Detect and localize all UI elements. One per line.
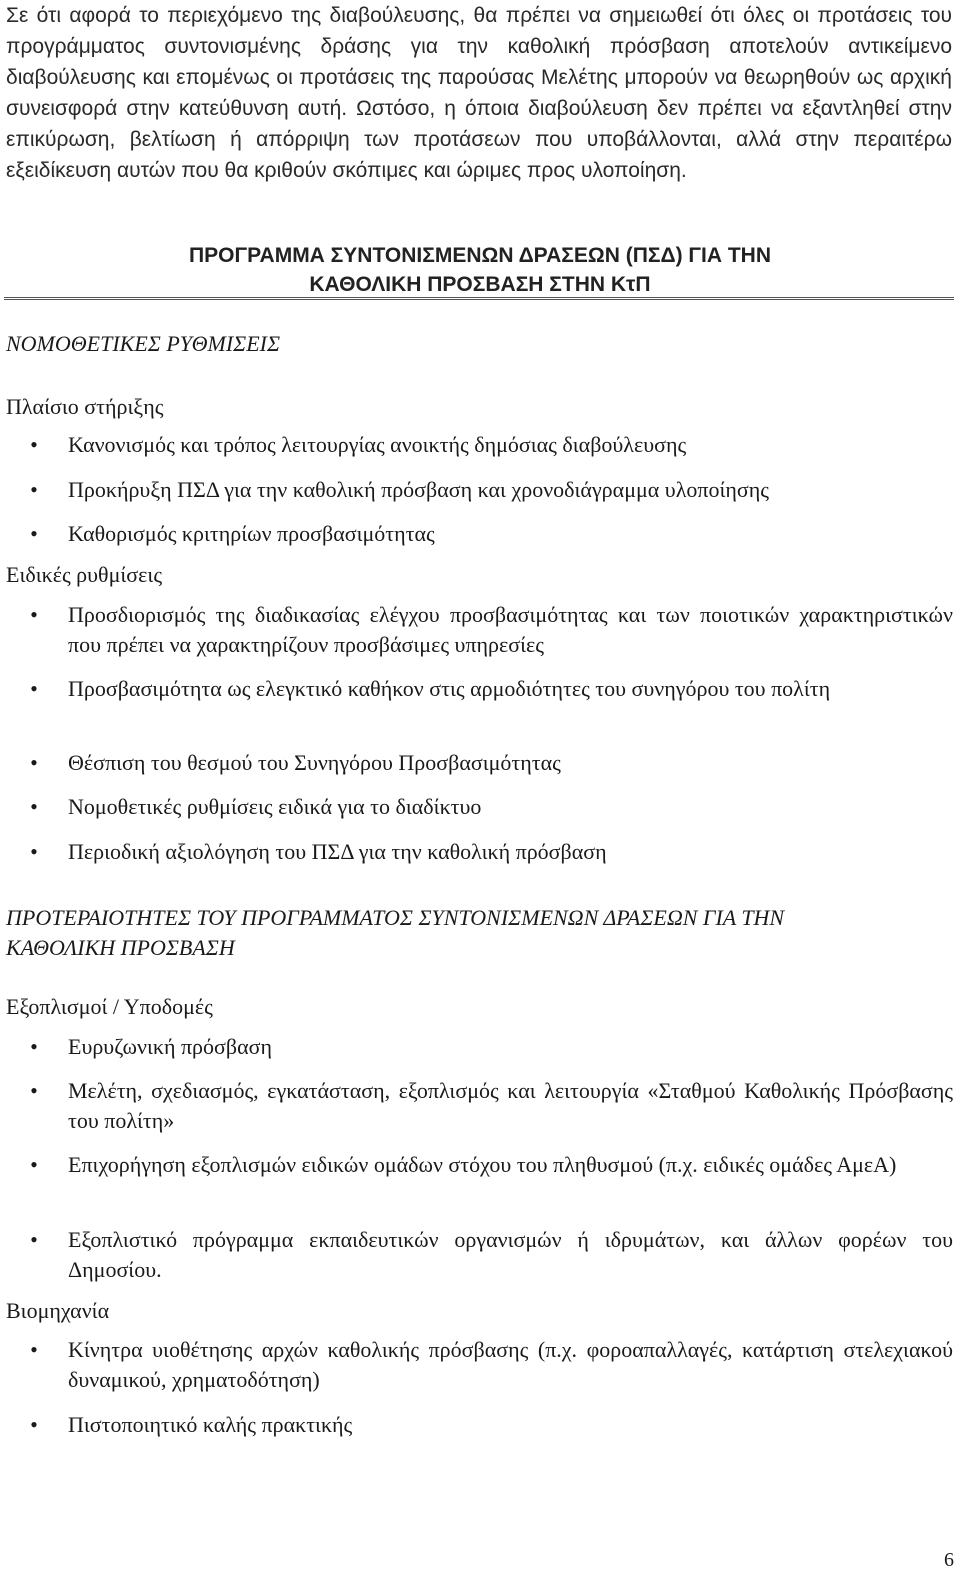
list-item: Ευρυζωνική πρόσβαση [68,1034,272,1059]
section-heading-priorities-line-1: ΠΡΟΤΕΡΑΙΟΤΗΤΕΣ ΤΟΥ ΠΡΟΓΡΑΜΜΑΤΟΣ ΣΥΝΤΟΝΙΣΜΕΝΩΝ ΔΡΑΣΕΩΝ ΓΙΑ ΤΗΝ [6,905,785,930]
list-item: Νομοθετικές ρυθμίσεις ειδικά για το διαδίκτυο [68,794,482,819]
document-title [0,241,960,299]
section-heading-legislative: ΝΟΜΟΘΕΤΙΚΕΣ ΡΥΘΜΙΣΕΙΣ [6,331,281,356]
page-number: 6 [944,1549,954,1571]
title-line-2: ΚΑΘΟΛΙΚΗ ΠΡΟΣΒΑΣΗ ΣΤΗΝ ΚτΠ [309,273,651,296]
bullet-icon: • [30,676,38,701]
bullet-icon: • [30,1152,38,1177]
title-divider [4,297,954,300]
list-item: Προσβασιμότητα ως ελεγκτικό καθήκον στις αρμοδιότητες του συνηγόρου του πολίτη [68,676,831,701]
section-heading-priorities-line-2: ΚΑΘΟΛΙΚΗ ΠΡΟΣΒΑΣΗ [6,935,235,960]
bullet-icon: • [30,1078,38,1103]
bullet-icon: • [30,1227,38,1252]
bullet-icon: • [30,1034,38,1059]
bullet-icon: • [30,750,38,775]
bullet-icon: • [30,794,38,819]
title-line-1: ΠΡΟΓΡΑΜΜΑ ΣΥΝΤΟΝΙΣΜΕΝΩΝ ΔΡΑΣΕΩΝ (ΠΣΔ) ΓΙΑ ΤΗΝ [188,244,772,267]
list-item: Περιοδική αξιολόγηση του ΠΣΔ για την καθολική πρόσβαση [68,839,607,864]
bullet-icon: • [30,839,38,864]
bullet-icon: • [30,521,38,546]
subheading-special-arrangements: Ειδικές ρυθμίσεις [6,562,163,587]
intro-paragraph: Σε ότι αφορά το περιεχόμενο της διαβούλευσης, θα πρέπει να σημειωθεί ότι όλες οι προτάσεις του προγράμματος συντονισμένης δράσης για την καθολική πρόσβαση αποτελούν αντικείμενο διαβούλευσης και επομένως οι προτάσεις της παρούσας Μελέτης μπορούν να θεωρηθούν ως αρχική συνεισφορά στην κατεύθυνση αυτή. Ωστόσο, η όποια διαβούλευση δεν πρέπει να εξαντληθεί στην επικύρωση, βελτίωση ή απόρριψη των προτάσεων που υποβάλλονται, αλλά στην περαιτέρω εξειδίκευση αυτών που θα κριθούν σκόπιμες και ώριμες προς υλοποίηση. [6,4,952,182]
list-item: Κανονισμός και τρόπος λειτουργίας ανοικτής δημόσιας διαβούλευσης [68,432,687,457]
subheading-support-framework: Πλαίσιο στήριξης [6,394,164,419]
list-item: Προσδιορισμός της διαδικασίας ελέγχου προσβασιμότητας και των ποιοτικών χαρακτηριστικών που πρέπει να χαρακτηρίζουν προσβάσιμες υπηρεσίες [68,602,953,657]
list-item: Μελέτη, σχεδιασμός, εγκατάσταση, εξοπλισμός και λειτουργία «Σταθμού Καθολικής Πρόσβασης του πολίτη» [68,1078,953,1133]
list-item: Προκήρυξη ΠΣΔ για την καθολική πρόσβαση και χρονοδιάγραμμα υλοποίησης [68,477,769,502]
section-heading-priorities [6,903,784,963]
subheading-equipment-infrastructure: Εξοπλισμοί / Υποδομές [6,994,213,1019]
list-item: Καθορισμός κριτηρίων προσβασιμότητας [68,521,435,546]
list-item: Πιστοποιητικό καλής πρακτικής [68,1412,353,1437]
bullet-icon: • [30,1337,38,1362]
bullet-icon: • [30,477,38,502]
list-item: Κίνητρα υιοθέτησης αρχών καθολικής πρόσβασης (π.χ. φοροαπαλλαγές, κατάρτιση στελεχιακού δυναμικού, χρηματοδότηση) [68,1337,953,1392]
bullet-icon: • [30,1412,38,1437]
list-item: Εξοπλιστικό πρόγραμμα εκπαιδευτικών οργανισμών ή ιδρυμάτων, και άλλων φορέων του Δημοσίου. [68,1227,953,1282]
list-item: Θέσπιση του θεσμού του Συνηγόρου Προσβασιμότητας [68,750,561,775]
bullet-icon: • [30,602,38,627]
list-item: Επιχορήγηση εξοπλισμών ειδικών ομάδων στόχου του πληθυσμού (π.χ. ειδικές ομάδες ΑμεΑ) [68,1152,897,1177]
subheading-industry: Βιομηχανία [6,1298,110,1323]
bullet-icon: • [30,432,38,457]
